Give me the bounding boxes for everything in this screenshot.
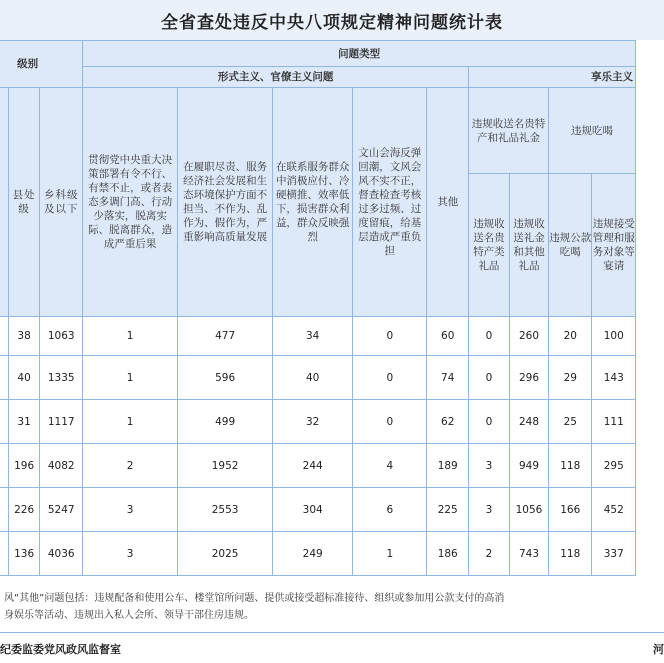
formalism-cat-duty: 在履职尽责、服务经济社会发展和生态环境保护方面不担当、不作为、乱作为、假作为，严重影响高质量发展: [178, 88, 273, 317]
source-province: 河: [653, 642, 664, 656]
cell-f1: 1: [83, 317, 178, 356]
cell-county: 136: [8, 532, 39, 576]
cell-township: 1117: [40, 400, 83, 444]
cell-h4: 452: [592, 488, 636, 532]
cell-h2: 248: [509, 400, 548, 444]
cell-f4: 4: [353, 444, 427, 488]
source-office: 纪委监委党风政风监督室: [0, 642, 121, 656]
formalism-cat-other: 其他: [427, 88, 469, 317]
table-title: 全省查处违反中央八项规定精神问题统计表: [0, 0, 664, 40]
cell-county: 40: [8, 356, 39, 400]
formalism-cat-decisions: 贯彻党中央重大决策部署有令不行、有禁不止，或者表态多调门高、行动少落实，脱离实际、脱离群众，造成严重后果: [83, 88, 178, 317]
cell-f4: 0: [353, 317, 427, 356]
township-level-header: 乡科级及以下: [40, 88, 83, 317]
cell-other: 225: [427, 488, 469, 532]
cell-f1: 2: [83, 444, 178, 488]
table-row: [0, 444, 636, 488]
hedonism-cat-cash-gifts: 违规收送礼金和其他礼品: [509, 174, 548, 317]
cell-h4: 111: [592, 400, 636, 444]
cell-township: 1335: [40, 356, 83, 400]
cell-h1: 3: [468, 444, 509, 488]
cell-h3: 166: [549, 488, 592, 532]
table-row: [0, 317, 636, 356]
cell-level: [0, 488, 8, 532]
cell-f1: 3: [83, 488, 178, 532]
cell-h1: 0: [468, 317, 509, 356]
cell-level: [0, 400, 8, 444]
cell-h1: 0: [468, 356, 509, 400]
cell-level: [0, 317, 8, 356]
cell-level: [0, 356, 8, 400]
cell-f2: 499: [178, 400, 273, 444]
table-row: [0, 400, 636, 444]
cell-f4: 6: [353, 488, 427, 532]
cell-f3: 40: [273, 356, 353, 400]
cell-other: 74: [427, 356, 469, 400]
cell-other: 186: [427, 532, 469, 576]
hedonism-cat-banquets: 违规接受管理和服务对象等宴请: [592, 174, 636, 317]
cell-h2: 260: [509, 317, 548, 356]
footnote: [0, 590, 664, 624]
county-level-header: 县处级: [8, 88, 39, 317]
footnote-line-1: 风“其他”问题包括：违规配备和使用公车、楼堂馆所问题、提供或接受超标准接待、组织或参加用公款支付的高消: [4, 593, 505, 604]
cell-h1: 3: [468, 488, 509, 532]
cell-f2: 2553: [178, 488, 273, 532]
level-header: 级别: [0, 41, 83, 88]
table-row: [0, 532, 636, 576]
cell-h2: 1056: [509, 488, 548, 532]
cell-h2: 296: [509, 356, 548, 400]
cell-f2: 1952: [178, 444, 273, 488]
cell-h2: 743: [509, 532, 548, 576]
cell-f3: 244: [273, 444, 353, 488]
source-footer: [0, 632, 664, 663]
cell-f3: 304: [273, 488, 353, 532]
footnote-line-2: 身娱乐等活动、违规出入私人会所、领导干部住房违规。: [4, 610, 254, 621]
cell-h4: 143: [592, 356, 636, 400]
cell-f3: 249: [273, 532, 353, 576]
cell-f3: 34: [273, 317, 353, 356]
cell-h4: 295: [592, 444, 636, 488]
cell-f4: 0: [353, 356, 427, 400]
cell-f2: 477: [178, 317, 273, 356]
cell-level: [0, 532, 8, 576]
cell-f3: 32: [273, 400, 353, 444]
cell-county: 196: [8, 444, 39, 488]
cell-h4: 337: [592, 532, 636, 576]
cell-h4: 100: [592, 317, 636, 356]
cell-f1: 1: [83, 356, 178, 400]
problem-type-header: 问题类型: [83, 41, 636, 67]
cell-h1: 0: [468, 400, 509, 444]
formalism-header: 形式主义、官僚主义问题: [83, 67, 469, 88]
cell-f2: 596: [178, 356, 273, 400]
cell-h2: 949: [509, 444, 548, 488]
cell-county: 31: [8, 400, 39, 444]
cell-f4: 0: [353, 400, 427, 444]
formalism-cat-service: 在联系服务群众中消极应付、冷硬横推、效率低下，损害群众利益，群众反映强烈: [273, 88, 353, 317]
cell-h3: 118: [549, 444, 592, 488]
cell-township: 4082: [40, 444, 83, 488]
cell-township: 1063: [40, 317, 83, 356]
cell-f4: 1: [353, 532, 427, 576]
hedonism-cat-specialties: 违规收送名贵特产类礼品: [468, 174, 509, 317]
cell-township: 4036: [40, 532, 83, 576]
meal-group-header: 违规吃喝: [549, 88, 636, 174]
cell-other: 189: [427, 444, 469, 488]
cell-f2: 2025: [178, 532, 273, 576]
hedonism-cat-public-dining: 违规公款吃喝: [549, 174, 592, 317]
table-row: [0, 356, 636, 400]
cell-h3: 29: [549, 356, 592, 400]
cell-h3: 20: [549, 317, 592, 356]
cell-h3: 118: [549, 532, 592, 576]
cell-county: 226: [8, 488, 39, 532]
cell-h3: 25: [549, 400, 592, 444]
cell-h1: 2: [468, 532, 509, 576]
statistics-table: [0, 40, 636, 576]
level-col-upper: [0, 88, 8, 317]
gift-group-header: 违规收送名贵特产和礼品礼金: [468, 88, 548, 174]
cell-township: 5247: [40, 488, 83, 532]
table-row: [0, 488, 636, 532]
cell-other: 62: [427, 400, 469, 444]
formalism-cat-meetings: 文山会海反弹回潮，文风会风不实不正，督查检查考核过多过频、过度留痕，给基层造成严重负担: [353, 88, 427, 317]
hedonism-header: 享乐主义: [509, 67, 635, 88]
cell-f1: 1: [83, 400, 178, 444]
cell-county: 38: [8, 317, 39, 356]
cell-f1: 3: [83, 532, 178, 576]
cell-other: 60: [427, 317, 469, 356]
cell-level: [0, 444, 8, 488]
